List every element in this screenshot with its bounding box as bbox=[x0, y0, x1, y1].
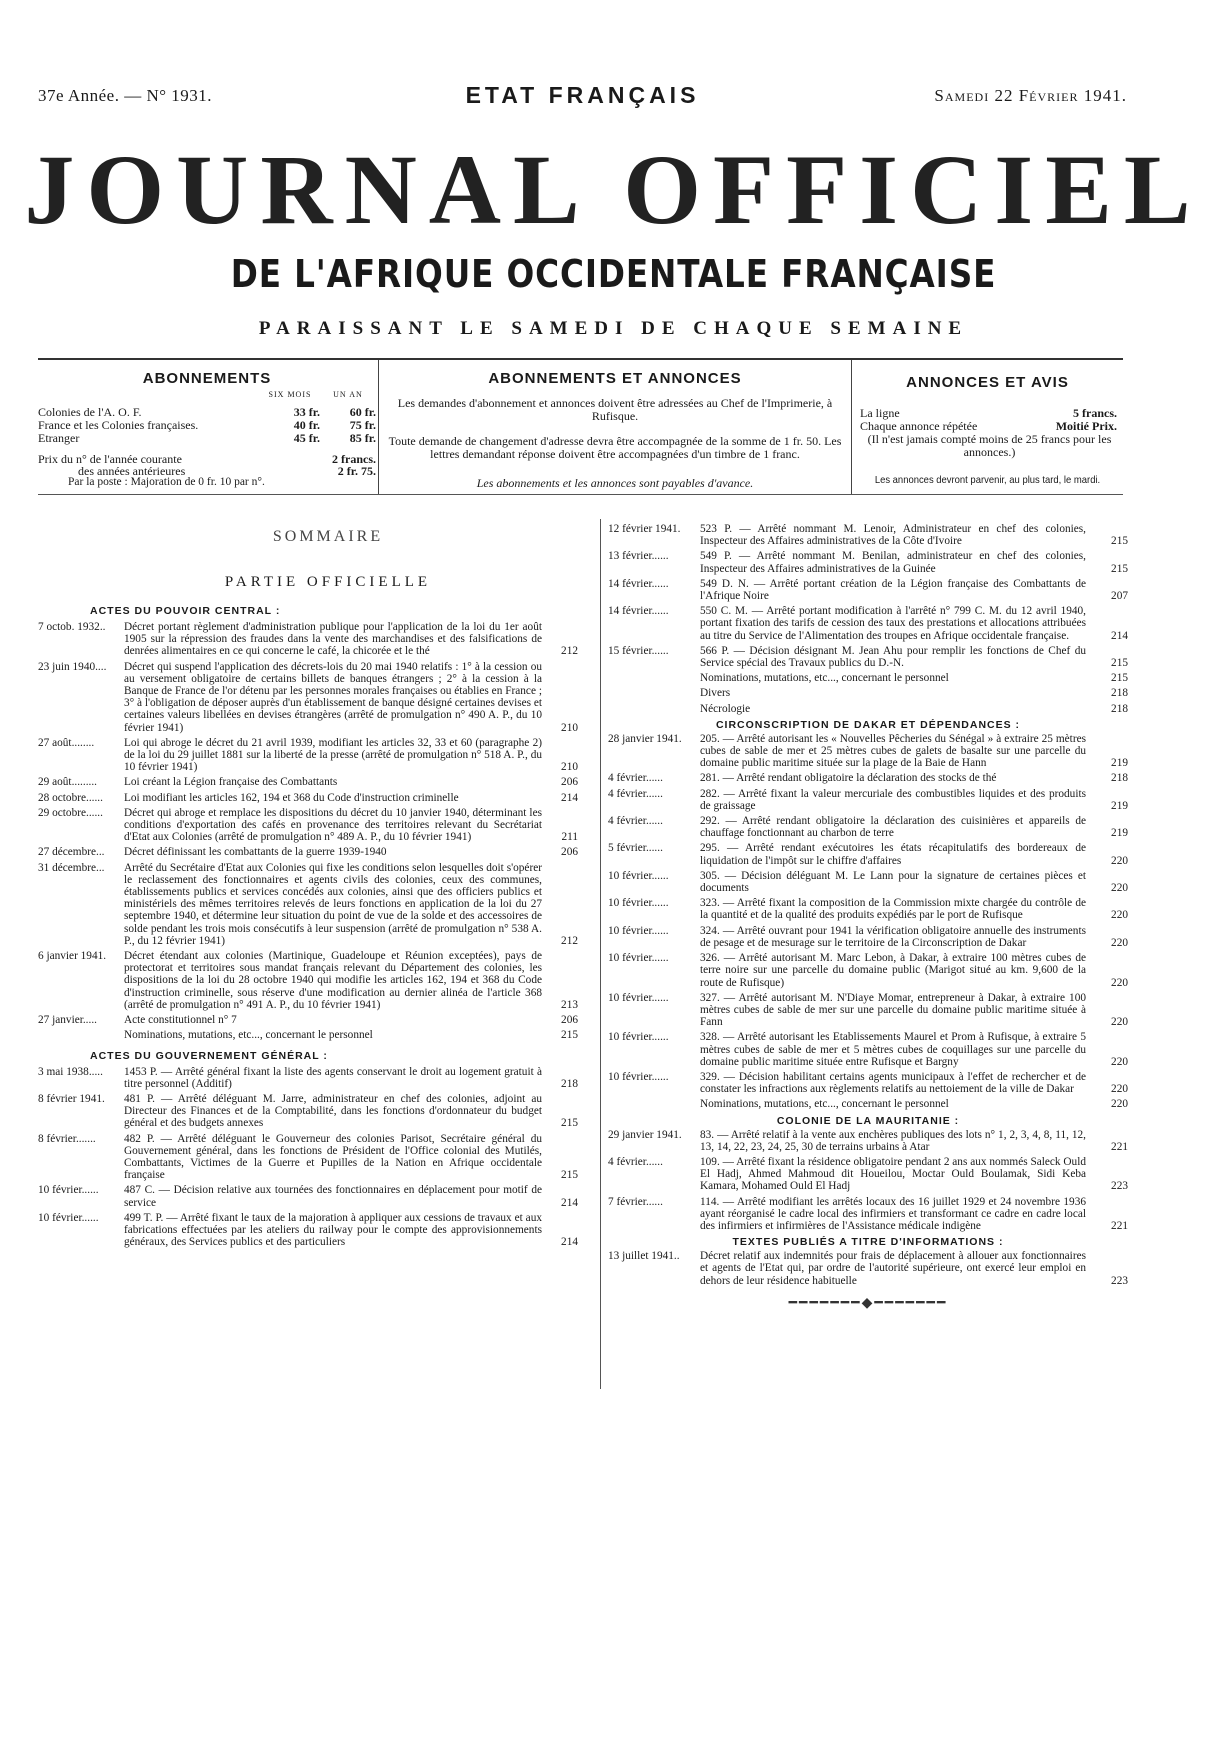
entry-title: Décret qui abroge et remplace les dispositions du décret du 10 janvier 1940, déterminant les conditions d'exportation des cafés en provenance des territoires relevant du Secrétariat d'Etat aux Colonies (arrêté de promulgation n° 489 A. P., du 10 février 1941) bbox=[124, 806, 542, 844]
entry-title: Nominations, mutations, etc..., concernant le personnel bbox=[124, 1029, 373, 1042]
sommaire-entry bbox=[608, 1031, 1128, 1068]
sommaire-entry bbox=[608, 605, 1128, 642]
entry-date: 13 février...... bbox=[608, 550, 669, 563]
entry-title: 487 C. — Décision relative aux tournées des fonctionnaires en déplacement pour motif de service bbox=[124, 1184, 542, 1209]
entry-page: 218 bbox=[1111, 772, 1128, 785]
entry-title: 566 P. — Décision désignant M. Jean Ahu pour remplir les fonctions de Chef du Service spécial des Travaux publics du D.-N. bbox=[700, 644, 1086, 670]
sommaire-entry bbox=[38, 1066, 578, 1090]
abonnements-annonces-p1: Les demandes d'abonnement et annonces doivent être adressées au Chef de l'Imprimerie, à Rufisque. bbox=[397, 396, 833, 423]
entry-page: 214 bbox=[1111, 629, 1128, 642]
entry-page: 213 bbox=[561, 998, 578, 1011]
entry-date: 7 février...... bbox=[608, 1195, 663, 1208]
entry-page: 207 bbox=[1111, 590, 1128, 603]
sommaire-entry bbox=[608, 1250, 1128, 1287]
sommaire-entry bbox=[38, 1212, 578, 1249]
entry-date: 10 février...... bbox=[608, 924, 669, 937]
dakar-list bbox=[608, 733, 1128, 1111]
row-un-an: 60 fr. bbox=[349, 405, 376, 419]
col-six-mois: SIX MOIS bbox=[268, 390, 312, 399]
sommaire-entry bbox=[38, 621, 578, 658]
entry-title: Loi modifiant les articles 162, 194 et 368 du Code d'instruction criminelle bbox=[124, 791, 459, 804]
entry-page: 212 bbox=[561, 645, 578, 658]
entry-date: 29 octobre...... bbox=[38, 806, 103, 819]
entry-page: 215 bbox=[1111, 672, 1128, 685]
sommaire-entry bbox=[38, 1133, 578, 1182]
journal-subtitle: DE L'AFRIQUE OCCIDENTALE FRANÇAISE bbox=[230, 252, 997, 296]
post-note: Par la poste : Majoration de 0 fr. 10 par n°. bbox=[68, 476, 265, 488]
entry-title: Arrêté du Secrétaire d'Etat aux Colonies qui fixe les conditions selon lesquelles doit s'opérer le reclassement des fonctionnaires et agents civils des colonies, ceux des communes, établissements publics et services concédés aux colonies, ainsi que des officiers publics et ministériels des mêmes territoires relevés de leurs fonctions en application de la loi du 27 septembre 1940, et détermine leur situation du point de vue de la solde et des accessoires de solde pendant les trois mois consécutifs à leur suspension (arrêté de promulgation n° 538 A. P., du 12 février 1941) bbox=[124, 861, 542, 947]
entry-title: 499 T. P. — Arrêté fixant le taux de la majoration à appliquer aux cessions de travaux et aux fabrications effectuées par les ateliers du railway pour le compte des approvisionnements généraux, des Services publics et des particuliers bbox=[124, 1211, 542, 1249]
entry-page: 221 bbox=[1111, 1219, 1128, 1232]
entry-title: Nécrologie bbox=[700, 702, 751, 715]
state-label: ETAT FRANÇAIS bbox=[465, 82, 700, 108]
abonnements-annonces-column bbox=[378, 360, 852, 494]
entry-page: 221 bbox=[1111, 1140, 1128, 1153]
sommaire-entry bbox=[608, 645, 1128, 669]
entry-page: 214 bbox=[561, 1196, 578, 1209]
abonnements-title: ABONNEMENTS bbox=[142, 370, 272, 387]
entry-page: 220 bbox=[1111, 936, 1128, 949]
sommaire-entry bbox=[608, 1071, 1128, 1095]
sommaire-entry bbox=[608, 1196, 1128, 1233]
sommaire-entry bbox=[38, 807, 578, 844]
section-dakar: CIRCONSCRIPTION DE DAKAR ET DÉPENDANCES : bbox=[715, 718, 1021, 731]
entry-title: 327. — Arrêté autorisant M. N'Diaye Momar, entrepreneur à Dakar, à extraire 100 mètres cubes de sable de mer sur une parcelle du domaine public maritime située à Fann bbox=[700, 991, 1086, 1029]
sommaire-entry bbox=[38, 1093, 578, 1130]
sommaire-entry bbox=[38, 1029, 578, 1041]
entry-date: 28 octobre...... bbox=[38, 791, 103, 804]
entry-date: 7 octob. 1932.. bbox=[38, 621, 106, 633]
entry-page: 206 bbox=[561, 1014, 578, 1027]
end-ornament: ━━━━━━━◆━━━━━━━ bbox=[788, 1295, 948, 1311]
entry-date: 4 février...... bbox=[608, 787, 663, 800]
entry-title: 523 P. — Arrêté nommant M. Lenoir, Administrateur en chef des colonies, Inspecteur des Affaires administratives de la Côte d'Ivoire bbox=[700, 523, 1086, 548]
sommaire-entry bbox=[608, 842, 1128, 866]
entry-page: 220 bbox=[1111, 854, 1128, 867]
entry-title: 549 D. N. — Arrêté portant création de la Légion française des Combattants de l'Afrique Noire bbox=[700, 577, 1086, 603]
row-six-mois: 40 fr. bbox=[293, 418, 320, 432]
subscription-box bbox=[38, 358, 1123, 495]
price-past-label: des années antérieures bbox=[78, 464, 186, 478]
entry-page: 220 bbox=[1111, 1098, 1128, 1111]
col-un-an: UN AN bbox=[333, 390, 363, 399]
sommaire-entry bbox=[38, 792, 578, 804]
sommaire-entry bbox=[608, 550, 1128, 574]
tarif-repetee-value: Moitié Prix. bbox=[1055, 419, 1117, 433]
entry-page: 220 bbox=[1111, 882, 1128, 895]
entry-title: 550 C. M. — Arrêté portant modification à l'arrêté n° 799 C. M. du 12 avril 1940, portant fixation des tarifs de cession des taux des prestations et allocations attribuées au titre du Service de l'Alimentation des troupes en Afrique occidentale française. bbox=[700, 605, 1086, 642]
entry-date: 13 juillet 1941.. bbox=[608, 1250, 680, 1263]
entry-date: 10 février...... bbox=[608, 1070, 669, 1083]
entry-title: 549 P. — Arrêté nommant M. Benilan, administrateur en chef des colonies, Inspecteur des Affaires administratives de la Guinée bbox=[700, 550, 1086, 575]
textes-list bbox=[608, 1250, 1128, 1287]
sommaire-entry bbox=[608, 1129, 1128, 1153]
sommaire-entry bbox=[608, 815, 1128, 839]
entry-title: Décret relatif aux indemnités pour frais de déplacement à allouer aux fonctionnaires et agents de l'Etat qui, par ordre de l'autorité supérieure, ont exercé leur emploi en dehors de leur résidence habituelle bbox=[700, 1250, 1086, 1287]
sommaire-entry bbox=[608, 1156, 1128, 1193]
section-textes: TEXTES PUBLIÉS A TITRE D'INFORMATIONS : bbox=[732, 1236, 1004, 1249]
entry-date: 14 février...... bbox=[608, 605, 669, 618]
entry-page: 220 bbox=[1111, 1055, 1128, 1068]
entry-date: 31 décembre... bbox=[38, 861, 105, 874]
entry-title: Décret étendant aux colonies (Martinique, Guadeloupe et Réunion exceptées), pays de protectorat et territoires sous mandat français relevant du Département des colonies, les dispositions de la loi du 28 octobre 1940 qui modifie les articles 162, 194 et 368 du Code d'instruction criminelle, sous réserve d'une modification au dernier alinéa de l'article 368 (arrêté de promulgation n° 491 A. P., du 10 février 1941) bbox=[124, 950, 542, 1011]
row-un-an: 75 fr. bbox=[349, 418, 376, 432]
entry-page: 214 bbox=[561, 1236, 578, 1249]
entry-date: 5 février...... bbox=[608, 842, 663, 855]
entry-page: 214 bbox=[561, 791, 578, 804]
sommaire-title: SOMMAIRE bbox=[272, 528, 384, 545]
entry-date: 28 janvier 1941. bbox=[608, 732, 682, 745]
entry-page: 210 bbox=[561, 761, 578, 774]
price-current-value: 2 francs. bbox=[332, 452, 376, 466]
entry-page: 215 bbox=[561, 1117, 578, 1130]
abonnements-annonces-p3: Les abonnements et les annonces sont payables d'avance. bbox=[476, 476, 754, 490]
sommaire-entry bbox=[38, 776, 578, 788]
entry-page: 223 bbox=[1111, 1180, 1128, 1193]
entry-title: Loi créant la Légion française des Combattants bbox=[124, 776, 338, 789]
entry-title: Décret portant règlement d'administration publique pour l'application de la loi du 1er août 1905 sur la répression des fraudes dans la vente des marchandises et des falsifications de denrées alimentaires en ce qui concerne le café, la chicorée et le thé bbox=[124, 621, 542, 658]
sommaire-entry bbox=[608, 772, 1128, 784]
entry-title: Loi qui abroge le décret du 21 avril 1939, modifiant les articles 32, 33 et 60 (paragraphe 2) de la loi du 29 juillet 1881 sur la liberté de la presse (arrêté de promulgation n° 518 A. P., du 10 février 1941) bbox=[124, 736, 542, 774]
entry-page: 211 bbox=[561, 831, 578, 844]
entry-date: 10 février...... bbox=[608, 897, 669, 910]
entry-page: 218 bbox=[1111, 687, 1128, 700]
entry-page: 220 bbox=[1111, 976, 1128, 989]
entry-date: 4 février...... bbox=[608, 772, 663, 785]
entry-date: 10 février...... bbox=[608, 869, 669, 882]
abonnement-row bbox=[38, 431, 376, 444]
entry-title: 329. — Décision habilitant certains agents municipaux à l'effet de rechercher et de constater les infractions aux règlements relatifs au nettoiement de la ville de Dakar bbox=[700, 1070, 1086, 1096]
entry-title: Nominations, mutations, etc..., concernant le personnel bbox=[700, 1098, 949, 1111]
entry-title: 295. — Arrêté rendant exécutoires les états récapitulatifs des bordereaux de liquidation de l'impôt sur le chiffre d'affaires bbox=[700, 842, 1086, 867]
entry-page: 215 bbox=[561, 1169, 578, 1182]
entry-date: 23 juin 1940.... bbox=[38, 660, 107, 673]
sommaire-entry bbox=[38, 846, 578, 858]
annonces-minimum-note: (Il n'est jamais compté moins de 25 francs pour les annonces.) bbox=[867, 432, 1112, 459]
partie-officielle-title: PARTIE OFFICIELLE bbox=[224, 574, 432, 590]
entry-date: 29 août......... bbox=[38, 776, 97, 789]
entry-title: Divers bbox=[700, 687, 731, 700]
gouvernement-general-list bbox=[38, 1066, 578, 1249]
header-line bbox=[38, 82, 1127, 112]
annonces-avis-title: ANNONCES ET AVIS bbox=[906, 374, 1069, 391]
sommaire-entry bbox=[608, 952, 1128, 989]
journal-title: JOURNAL OFFICIEL bbox=[24, 134, 1203, 245]
entry-date bbox=[608, 687, 700, 699]
gouvernement-general-list-continued bbox=[608, 523, 1128, 715]
abonnements-annonces-title: ABONNEMENTS ET ANNONCES bbox=[488, 370, 742, 387]
sommaire-entry bbox=[608, 925, 1128, 949]
sommaire-entry bbox=[608, 672, 1128, 684]
sommaire-entry bbox=[38, 862, 578, 947]
entry-page: 215 bbox=[1111, 535, 1128, 548]
sommaire-entry bbox=[38, 661, 578, 734]
sommaire-entry bbox=[608, 897, 1128, 921]
sommaire-entry bbox=[608, 687, 1128, 699]
entry-page: 220 bbox=[1111, 1016, 1128, 1029]
tarif-repetee-label: Chaque annonce répétée bbox=[860, 419, 978, 433]
entry-date: 10 février...... bbox=[608, 991, 669, 1004]
section-mauritanie: COLONIE DE LA MAURITANIE : bbox=[776, 1114, 960, 1127]
entry-page: 219 bbox=[1111, 827, 1128, 840]
sommaire-entry bbox=[38, 1014, 578, 1026]
entry-date bbox=[608, 672, 700, 684]
entry-date: 4 février...... bbox=[608, 1155, 663, 1168]
row-six-mois: 33 fr. bbox=[293, 405, 320, 419]
entry-title: 114. — Arrêté modifiant les arrêtés locaux des 16 juillet 1929 et 24 novembre 1936 ayant réorganisé le cadre local des infirmiers et transformant ce cadre en cadre local des infirmiers et infirmières de l'Assistance médicale indigène bbox=[700, 1195, 1086, 1232]
annonces-deadline: Les annonces devront parvenir, au plus tard, le mardi. bbox=[874, 474, 1101, 486]
entry-date: 3 mai 1938..... bbox=[38, 1065, 103, 1078]
entry-title: Nominations, mutations, etc..., concernant le personnel bbox=[700, 672, 949, 685]
entry-date: 10 février...... bbox=[38, 1211, 99, 1224]
sommaire-entry bbox=[608, 992, 1128, 1029]
entry-title: 282. — Arrêté fixant la valeur mercuriale des combustibles liquides et des produits de graissage bbox=[700, 787, 1086, 812]
entry-page: 218 bbox=[561, 1077, 578, 1090]
entry-title: 482 P. — Arrêté déléguant le Gouverneur des colonies Parisot, Secrétaire général du Gouvernement général, dans les fonctions de Président de l'Office colonial des Mutilés, Combattants, Victimes de la Guerre et Pupilles de la Nation en Afrique occidentale française bbox=[124, 1132, 542, 1182]
issue-date: Samedi 22 Février 1941. bbox=[934, 86, 1127, 105]
entry-title: 326. — Arrêté autorisant M. Marc Lebon, à Dakar, à extraire 100 mètres cubes de terre noire sur une parcelle du domaine public (Marigot situé au km. 9,600 de la route de Rufisque) bbox=[700, 952, 1086, 989]
entry-title: Décret qui suspend l'application des décrets-lois du 20 mai 1940 relatifs : 1° à la cession ou au versement obligatoire de certains billets de banques étrangers ; 2° à la cession à la Banque de France de l'or détenu par les personnes morales françaises ou établies en France ; 3° à l'obligation de déposer auprès d'un établissement de banque désigné certaines devises et certaines valeurs libellées en devises étrangères (arrêté de promulgation n° 490 A. P., du 10 février 1941) bbox=[124, 660, 542, 734]
tarif-ligne-value: 5 francs. bbox=[1073, 406, 1117, 420]
entry-page: 210 bbox=[561, 721, 578, 734]
entry-date: 4 février...... bbox=[608, 815, 663, 828]
entry-page: 206 bbox=[561, 846, 578, 859]
tarif-ligne-label: La ligne bbox=[860, 406, 900, 420]
entry-date bbox=[38, 1029, 124, 1041]
row-six-mois: 45 fr. bbox=[293, 431, 320, 445]
row-name: France et les Colonies françaises. bbox=[38, 418, 199, 432]
entry-page: 215 bbox=[1111, 657, 1128, 670]
entry-page: 206 bbox=[561, 776, 578, 789]
abonnement-row bbox=[38, 405, 376, 418]
section-pouvoir-central: ACTES DU POUVOIR CENTRAL : bbox=[90, 605, 281, 617]
entry-date: 10 février...... bbox=[38, 1184, 99, 1197]
entry-date: 14 février...... bbox=[608, 577, 669, 590]
entry-date: 8 février 1941. bbox=[38, 1092, 105, 1105]
sommaire-entry bbox=[38, 737, 578, 774]
issue-number: 37e Année. — N° 1931. bbox=[38, 86, 213, 105]
entry-date bbox=[608, 703, 700, 715]
entry-title: 281. — Arrêté rendant obligatoire la déclaration des stocks de thé bbox=[700, 772, 997, 785]
column-divider bbox=[600, 519, 602, 1389]
entry-page: 219 bbox=[1111, 757, 1128, 770]
entry-title: Décret définissant les combattants de la guerre 1939-1940 bbox=[124, 846, 387, 859]
entry-date: 10 février...... bbox=[608, 952, 669, 965]
sommaire-entry bbox=[608, 733, 1128, 770]
entry-date: 8 février....... bbox=[38, 1132, 96, 1145]
entry-title: 1453 P. — Arrêté général fixant la liste des agents conservant le droit au logement gratuit à titre personnel (Additif) bbox=[124, 1065, 542, 1090]
mauritanie-list bbox=[608, 1129, 1128, 1233]
sommaire-entry bbox=[608, 523, 1128, 547]
pouvoir-central-list bbox=[38, 621, 578, 1042]
entry-title: 481 P. — Arrêté déléguant M. Jarre, administrateur en chef des colonies, adjoint au Directeur des Finances et de la Comptabilité, dans les fonctions d'ordonnateur du budget général et des budgets annexes bbox=[124, 1092, 542, 1130]
entry-title: 205. — Arrêté autorisant les « Nouvelles Pêcheries du Sénégal » à extraire 25 mètres cubes de sable de mer et 25 mètres cubes de galets de basalte sur une parcelle du domaine public maritime située sur la plage de la Baie de Hann bbox=[700, 732, 1086, 770]
sommaire-right-column bbox=[608, 523, 1128, 1312]
row-un-an: 85 fr. bbox=[349, 431, 376, 445]
sommaire-entry bbox=[608, 578, 1128, 602]
abonnement-row bbox=[38, 418, 376, 431]
row-name: Etranger bbox=[38, 431, 80, 445]
sommaire-entry bbox=[38, 1184, 578, 1208]
entry-title: 83. — Arrêté relatif à la vente aux enchères publiques des lots n° 1, 2, 3, 4, 8, 11, 12, 13, 14, 22, 23, 24, 25, 30 de terrains urbains à Atar bbox=[700, 1128, 1086, 1153]
entry-title: 292. — Arrêté rendant obligatoire la déclaration des cuisinières et appareils de chauffage fonctionnant au charbon de terre bbox=[700, 815, 1086, 840]
price-past-value: 2 fr. 75. bbox=[337, 464, 376, 478]
entry-date: 10 février...... bbox=[608, 1031, 669, 1044]
sommaire-left-column bbox=[38, 528, 578, 1251]
sommaire-entry bbox=[608, 703, 1128, 715]
entry-page: 220 bbox=[1111, 1083, 1128, 1096]
price-current-label: Prix du n° de l'année courante bbox=[38, 452, 182, 466]
entry-date: 27 décembre... bbox=[38, 846, 105, 859]
annonces-avis-column bbox=[852, 360, 1123, 494]
entry-date: 6 janvier 1941. bbox=[38, 950, 107, 963]
abonnements-annonces-p2: Toute demande de changement d'adresse devra être accompagnée de la somme de 1 fr. 50. Les lettres demandant réponse doivent être accompagnées d'un timbre de 1 franc. bbox=[388, 434, 842, 461]
sommaire-entry bbox=[608, 870, 1128, 894]
entry-date bbox=[608, 1098, 700, 1110]
entry-title: Acte constitutionnel n° 7 bbox=[124, 1014, 237, 1027]
entry-title: 324. — Arrêté ouvrant pour 1941 la vérification obligatoire annuelle des instruments de pesage et de mesurage sur le territoire de la Circonscription de Dakar bbox=[700, 924, 1086, 949]
sommaire-entry bbox=[608, 1098, 1128, 1110]
entry-page: 223 bbox=[1111, 1274, 1128, 1287]
entry-page: 219 bbox=[1111, 799, 1128, 812]
entry-page: 212 bbox=[561, 934, 578, 947]
sommaire-entry bbox=[38, 950, 578, 1011]
entry-date: 27 août........ bbox=[38, 736, 95, 749]
entry-title: 305. — Décision déléguant M. Le Lann pour la signature de certaines pièces et documents bbox=[700, 869, 1086, 895]
journal-tagline: PARAISSANT LE SAMEDI DE CHAQUE SEMAINE bbox=[258, 318, 969, 339]
entry-title: 323. — Arrêté fixant la composition de la Commission mixte chargée du contrôle de la quantité et de la qualité des produits expédiés par le port de Rufisque bbox=[700, 897, 1086, 922]
abonnements-header bbox=[38, 390, 376, 406]
entry-page: 218 bbox=[1111, 702, 1128, 715]
entry-page: 215 bbox=[561, 1029, 578, 1042]
abonnements-column bbox=[38, 360, 376, 494]
entry-title: 328. — Arrêté autorisant les Etablissements Maurel et Prom à Rufisque, à extraire 5 mètres cubes de sable de mer et 5 mètres cubes de coquillages sur une parcelle du domaine public maritime située entre Rufisque et Bargny bbox=[700, 1031, 1086, 1068]
entry-date: 27 janvier..... bbox=[38, 1014, 97, 1027]
entry-date: 15 février...... bbox=[608, 644, 669, 657]
sommaire-entry bbox=[608, 788, 1128, 812]
row-name: Colonies de l'A. O. F. bbox=[38, 405, 142, 419]
entry-title: 109. — Arrêté fixant la résidence obligatoire pendant 2 ans aux nommés Saleck Ould El Hadj, Ahmed Mahmoud dit Houeilou, Moctar Ould Boulamak, Sidi Keba Kamara, Mohamed Ould El Hadj bbox=[700, 1155, 1086, 1193]
entry-date: 12 février 1941. bbox=[608, 523, 681, 535]
entry-page: 220 bbox=[1111, 909, 1128, 922]
entry-date: 29 janvier 1941. bbox=[608, 1128, 682, 1141]
entry-page: 215 bbox=[1111, 562, 1128, 575]
section-gouvernement-general: ACTES DU GOUVERNEMENT GÉNÉRAL : bbox=[90, 1049, 328, 1062]
